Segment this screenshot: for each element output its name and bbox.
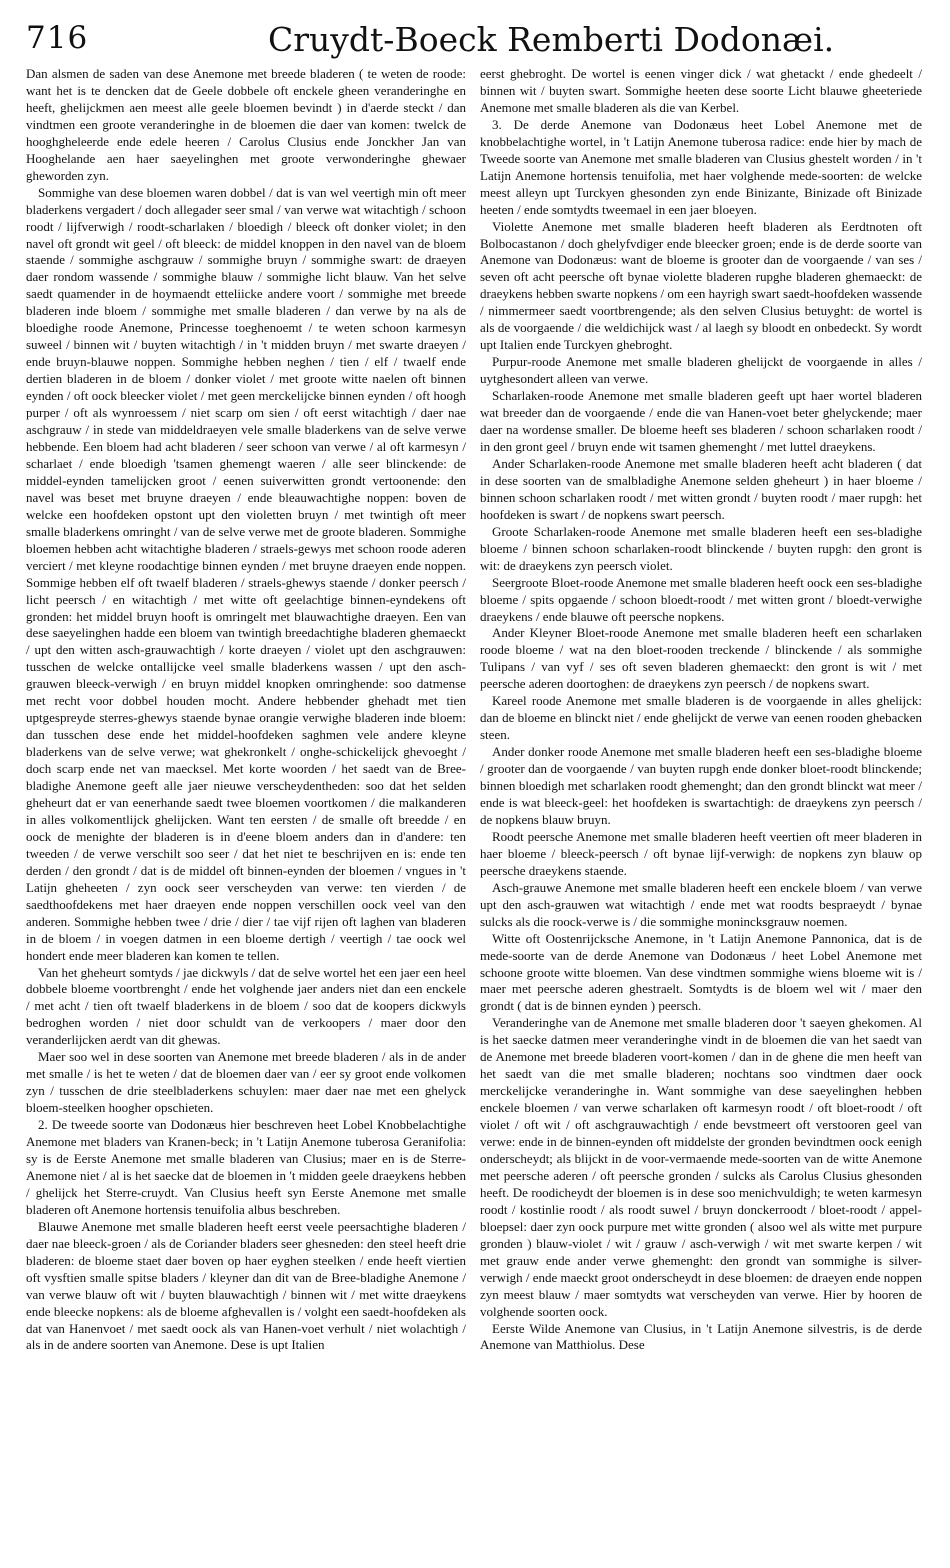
- left-column: [26, 66, 466, 1554]
- running-title: Cruydt-Boeck Remberti Dodonæi.: [268, 20, 835, 59]
- paragraph: Ander Scharlaken-roode Anemone met smalle bladeren heeft acht bladeren ( dat in dese soorten van de smalbladighe Anemone selden gheheurt ) in haer bloeme / binnen schoon scharlaken roodt / met witten grondt / buyten roodt / maer rupgh: het hoofdeken is swart / de nopkens swart peersch.: [480, 455, 922, 522]
- paragraph: Seergroote Bloet-roode Anemone met smalle bladeren heeft oock een ses-bladighe bloeme / spits opgaende / schoon bloedt-roodt / met witten gront / bloedt-verwighe draeykens / ende blauwe oft peersche nopkens.: [480, 574, 922, 624]
- paragraph: eerst ghebroght. De wortel is eenen vinger dick / wat ghetackt / ende ghedeelt / binnen wit / buyten swart. Sommighe heeten dese soorte Licht blauwe gheeteriede Anemone met smalle bladeren als die van Kerbel.: [480, 66, 922, 115]
- paragraph: Maer soo wel in dese soorten van Anemone met breede bladeren / als in de ander met smalle / is het te weten / dat de bloemen daer van / eer sy groot ende volkomen zyn / tusschen de drie steelbladerkens schuylen: maer daer nae met een ghelyck bloem-steelken hoogher opschieten.: [26, 1049, 466, 1116]
- paragraph: Veranderinghe van de Anemone met smalle bladeren door 't saeyen ghekomen. Al is het saecke datmen meer veranderinghe vindt in de bloemen die van het saedt van de Anemone met breede bladeren voort-komen / dan in de ghene die men heeft van het saedt van die met smalle bladeren; nochtans soo vindtmen daer oock merckelijcke veranderinghe in. Want sommighe van dese saeyelinghen hebben enckele bloemen / van verwe scharlaken oft karmesyn roodt / oft bloet-roodt / oft violet / oft wit / oft aschgrauwachtigh / ende bevstmeert oft verstooren geel van verwe: ende in de binnen-eynden oft middelste der gronden bevindtmen oock eenigh onderscheydt; als blijckt in de voor-vermaende mede-soorten van de witte Anemone met peersche aderen / oft peersche gronden / sulcks als Carolus Clusius ghesonden heeft. De roodicheydt der bloemen is in dese soo menichvuldigh; te weten karmesyn roodt / kostinlie roodt / als roodt suwel / bruyn donckerroodt / bloet-roodt / appel-bloepsel: daer zyn oock purpure met witte gronden ( alsoo wel als witte met purpure gronden ) blauw-violet / wit / grauw / asch-verwigh / wit met swarte kerpen / wit met grauw ende ander verwe ghemenght: den grondt van sommighe is silver-verwigh / ende maeckt groot onderscheydt in dese bloemen: de draeyen ende noppen zyn meest blauw / maer somtydts wat verscheyden van verwe. Hier by hooren de volghende soorten oock.: [480, 1015, 922, 1319]
- paragraph: 3. De derde Anemone van Dodonæus heet Lobel Anemone met de knobbelachtighe wortel, in 't Latijn Anemone tuberosa radice: ende hier by mach de Tweede soorte van Anemone met smalle bladeren van Clusius ghestelt worden / in 't Latijn Anemone hortensis tenuifolia, met haer volghende mede-soorten: de welcke meest alleyn upt Turckyen ghesonden zyn ende Binizante, Binizade oft Binizade heeten / ende somtydts tweemael in een jaer bloeyen.: [480, 116, 922, 217]
- paragraph: Ander donker roode Anemone met smalle bladeren heeft een ses-bladighe bloeme / grooter dan de voorgaende / van buyten rupgh ende donker bloet-roodt blinckende; binnen bloedigh met scharlaken roodt ghemenght; dan den grondt blinckt wat meer / ende is wat bleeck-geel: het hoofdeken is swartachtigh: de draeykens zyn peersch / de nopkens blauw bruyn.: [480, 744, 922, 827]
- page-number: 716: [26, 20, 89, 56]
- paragraph: Dan alsmen de saden van dese Anemone met breede bladeren ( te weten de roode: want het is te dencken dat de Geele dobbele oft enckele gheen veranderinghe en heeft, ghelijckmen aen meest alle geele bloemen bevindt ) in d'aerde steckt / dan vindtmen een groote veranderinghe in de bloemen die daer van komen: twelck de hooghgheleerde ende edele heeren / Carolus Clusius ende Jonckher Jan van Hooghelande aen haer saeyelinghen met groote verwonderinghe ghewaer gheworden zyn.: [26, 66, 466, 183]
- paragraph: Sommighe van dese bloemen waren dobbel / dat is van wel veertigh min oft meer bladerkens vergadert / doch allegader seer smal / van verwe wat witachtigh / schoon roodt / lijfverwigh / roodt-scharlaken / bloedigh / bleeck oft donker violet; in den navel oft grondt wit geel / oft bleeck: de middel knoppen in den navel van de bloem staende / sommighe aschgrauw / sommighe bruyn / sommighe swart: de draeyen daer rondom wassende / sommighe blauw / sommighe licht blauw. Van het selve saedt quamender in de hoymaendt etteliicke andere voort / sommighe met breede bladeren inde bloem / sommighe met smalle bladeren / dan verwe by na als de bloedighe roode Anemone, Princesse toeghenoemt / te weten schoon karmesyn suweel / binnen wit / buyten witachtigh / in 't midden bruyn / met swarte draeyen / ende bruyn-blauwe noppen. Sommighe hebben neghen / tien / elf / twaelf ende dertien bladeren in de bloem / donker violet / met groote witte naelen oft binnen eynden / oft oock bleecker violet / met geen merckelijcke binnen eynden / oft hoogh purper / oft als wynroessem / niet scarp om sien / oft eerst witachtigh / daer nae aschgrauw / in stede van middeldraeyen vele smalle bladerkens van de selve verwe hebbende. Een bloem had acht bladeren / seer schoon van verwe / al oft karmesyn / scharlaet / ende bloedigh 'tsamen ghemengt waeren / alle seer blinckende: de middel-eynden tamelijcken groot / eenen suiverwitten grondt vertoonende: den navel was beset met bruyne draeyen / ende bleauwachtighe noppen: boven de welcke een hoofdeken opstont upt den violetten bruyn / met twintigh oft meer smalle bladerkens omringht / van de selve verwe met de groote bladeren. Sommighe bloemen hebben acht witachtighe bladeren / straels-gewys met schoon roode aderen verciert / met kleyne roodachtige binnen eynden / met bruyne draeyen ende noppen. Sommige hebben elf oft twaelf bladeren / straels-ghewys staende / donker peersch / licht peersch / en witachtigh / met witte oft geelachtige binnen-eyndekens oft gronden: het middel bruyn hooft is omringelt met blauwachtighe draeyen. Een van dese saeyelinghen hadde een bloem van twintigh breedachtighe bladeren ghemaeckt / upt den witten asch-grauwachtigh / korte draeyen / violet upt den aschgrauwen: tusschen de welcke ontallijcke veel smalle bladerkens wassen / upt den asch-grauwen bleeck-verwigh / en bruyn middel knopken omringhende: soo datmense met recht voor dobbel houden mocht. Andere hebbender ghehadt met tien uptgespreyde sterres-ghewys staende bynae orangie verwighe bladeren inde bloem: dan tusschen dese ende het middel-hoofdeken saghmen vele andere kleyne bladerkens van de selve verwe; wat ghekronkelt / onghe-schickelijck ghevoeght / doch scarp ende net van maecksel. Met korte woorden / het saedt van de Bree-bladighe Anemone geeft alle jaer nieuwe verscheydentheden: soo dat het selden gheheurt dat er van eenerhande saedt twee bloemen voortkomen / die malkanderen in alles volkomentlijck ghelijcken. Want ten eersten / de smalle oft breedde / en oock de menighte der bladeren is in d'eene bloem anders dan in d'andere: ten tweeden / de verwe verschilt soo seer / dat het niet te beschrijven en is: ende ten derden / den grondt / dat is de middel oft binnen-eynden der bloemen / vngues in 't Latijn gheheeten / zyn oock seer verscheyden van verwe: ten vierden / de saedthoofdekens met haer draeyen ende noppen verschillen oock veel van den anderen. Sommighe hebben twee / drie / dier / tae vijf rijen oft laghen van bladeren in de bloem / in voegen datmen in een bloeme dertigh / veertigh / tae oock wel hondert ende meer bladeren kan komen te tellen.: [26, 184, 466, 963]
- paragraph: Violette Anemone met smalle bladeren heeft bladeren als Eerdtnoten oft Bolbocastanon / doch ghelyfvdiger ende bleecker groen; ende is de derde soorte van Anemone van Dodonæus: want de bloeme is grooter dan de voorgaende / van ses / seven oft acht peersche oft bynae violette bladeren rupghe bladeren ghemaeckt: de draeykens hebben swarte nopkens / om een hayrigh swart saedt-hoofdeken wassende / nimmermeer saedt voortbrengende; als den selven Clusius betuyght: de wortel is als de voorgaende / die weldichijck wast / al laegh sy bloodt en onbedeckt. Sy wordt upt Italien ende Turckyen ghebroght.: [480, 218, 922, 353]
- paragraph: Roodt peersche Anemone met smalle bladeren heeft veertien oft meer bladeren in haer bloeme / bleeck-peersch / oft bynae lijf-verwigh: de nopkens zyn blauw op peersche draeykens staende.: [480, 828, 922, 878]
- paragraph: Witte oft Oostenrijcksche Anemone, in 't Latijn Anemone Pannonica, dat is de mede-soorte van de derde Anemone van Dodonæus / heet Lobel Anemone met schoone groote witte bloemen. Van dese vindtmen sommighe wiens bloeme wit is / maer met peersche aderen ghestraelt. Somtydts is de bloem wel wit / maer den grondt ( dat is de binnen eynden ) peersch.: [480, 930, 922, 1014]
- paragraph: Ander Kleyner Bloet-roode Anemone met smalle bladeren heeft een scharlaken roode bloeme / wat na den bloet-rooden treckende / blinckende / als sommighe Tulipans / van vyf / ses oft seven bladeren ghemaeckt: den gront is wit / met peersche aderen doortoghen: de draeykens zyn peersch / de nopkens swart.: [480, 625, 922, 692]
- paragraph: Kareel roode Anemone met smalle bladeren is de voorgaende in alles ghelijck: dan de bloeme en blinckt niet / ende ghelijckt de verwe van eenen rooden ghebacken steen.: [480, 693, 922, 743]
- right-column: [480, 66, 922, 1554]
- paragraph: Asch-grauwe Anemone met smalle bladeren heeft een enckele bloem / van verwe upt den asch-grauwen wat witachtigh / ende met wat roodts bespraeydt / bynae sulcks als die roock-verwe is / die sommighe monincksgrauw noemen.: [480, 879, 922, 929]
- paragraph: Blauwe Anemone met smalle bladeren heeft eerst veele peersachtighe bladeren / daer nae bleeck-groen / als de Coriander bladers seer ghesneden: den steel heeft drie bladeren: de bloeme staet daer boven op haer eyghen steelken / ende heeft viertien oft vysftien smalle spitse bladers / kleyner dan dit van de Bree-bladighe Anemone / van verwe blauw oft wit / buyten blauwachtigh / binnen wit / met witte draeykens ende bleecke nopkens: als de bloeme afghevallen is / volght een saedt-hoofdeken als dat van Hanenvoet / met saedt oock als van Hanen-voet verhult / niet wolachtigh / als in de andere soorten van Anemone. Dese is upt Italien: [26, 1218, 466, 1353]
- paragraph: Scharlaken-roode Anemone met smalle bladeren geeft upt haer wortel bladeren wat breeder dan de voorgaende / ende die van Hanen-voet beter ghelyckende; maer daer na wordense smaller. De bloeme heeft ses bladeren / schoon scharlaken roodt / in den gront geel / bruyn ende wit tsamen ghemenght / met luttel draeykens.: [480, 388, 922, 454]
- paragraph: Van het gheheurt somtyds / jae dickwyls / dat de selve wortel het een jaer een heel dobbele bloeme voortbrenght / ende het volghende jaer anders niet dan een enckele / met acht / tien oft twaelf bladerkens in de bloem / soo dat de koopers dickwyls bedroghen worden / niet door schuldt van de verkoopers / maer door den veranderlijcken aerdt van dit ghewas.: [26, 964, 466, 1048]
- paragraph: Purpur-roode Anemone met smalle bladeren ghelijckt de voorgaende in alles / uytghesondert alleen van verwe.: [480, 354, 922, 387]
- paragraph: Eerste Wilde Anemone van Clusius, in 't Latijn Anemone silvestris, is de derde Anemone van Matthiolus. Dese: [480, 1320, 922, 1353]
- paragraph: 2. De tweede soorte van Dodonæus hier beschreven heet Lobel Knobbelachtighe Anemone met bladers van Kranen-beck; in 't Latijn Anemone tuberosa Geranifolia: sy is de Eerste Anemone met smalle bladeren van Clusius; maer en is de Sterre-Anemone niet / al is het saecke dat de bloemen in 't midden geele draeykens hebben / ghelijck het Sterre-cruydt. Van Clusius heeft syn Eerste Anemone met smalle bladeren oft Anemone hortensis tenuifolia albus beschreben.: [26, 1117, 466, 1217]
- paragraph: Groote Scharlaken-roode Anemone met smalle bladeren heeft een ses-bladighe bloeme / binnen schoon scharlaken-roodt blinckende / buyten rupgh: den gront is wit: de draeykens zyn peersch violet.: [480, 523, 922, 573]
